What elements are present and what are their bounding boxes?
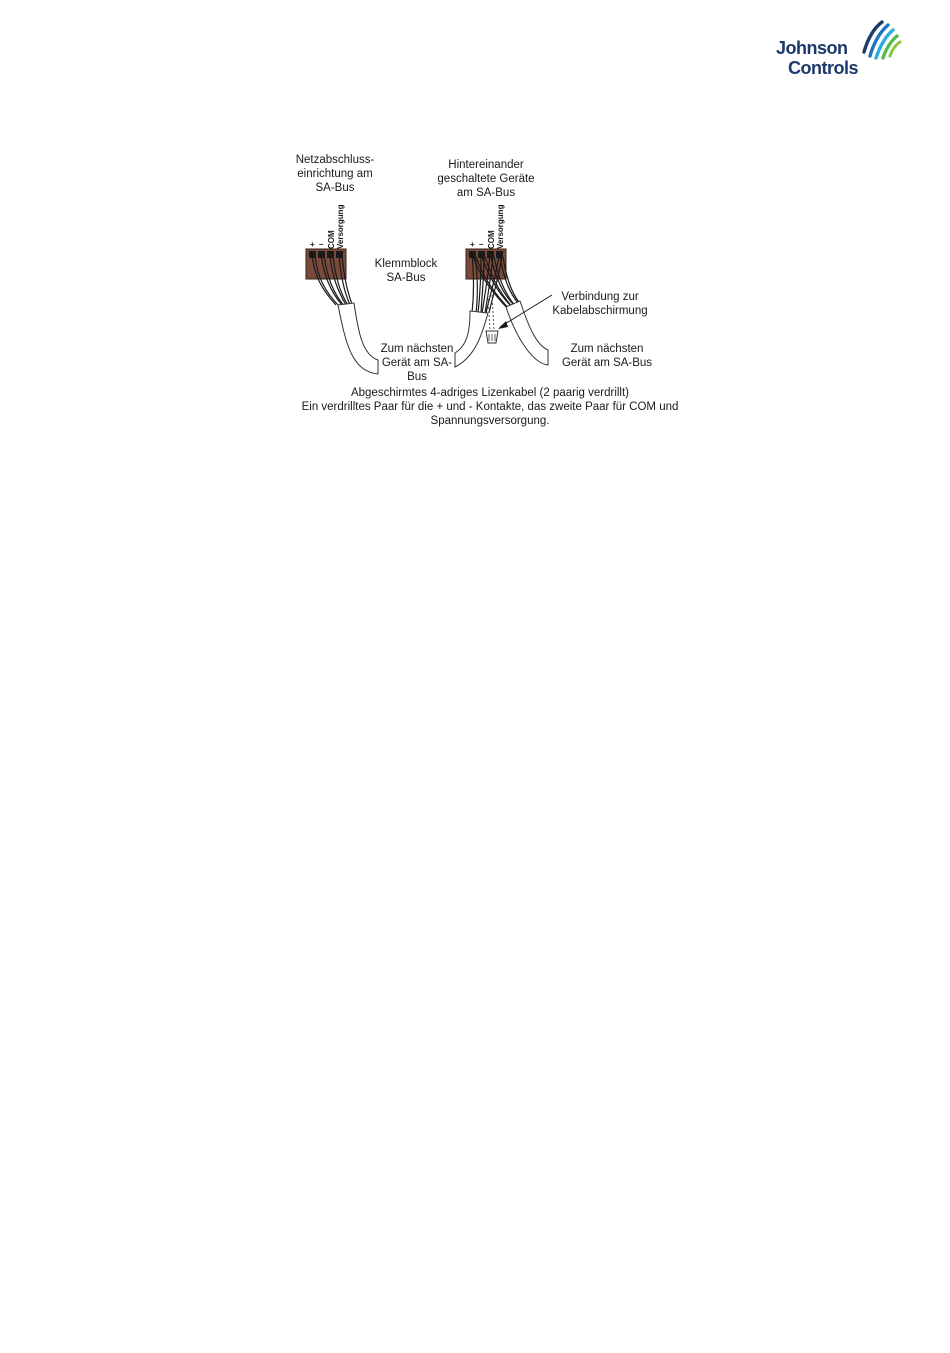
label-daisy-chain-devices: Hintereinander geschaltete Geräte am SA-Bus — [437, 159, 535, 199]
label-next-device-left: Zum nächsten Gerät am SA- Bus — [380, 343, 454, 383]
left-cable — [338, 303, 378, 374]
left-terminal-com: COM — [327, 230, 336, 249]
label-shield-connection: Verbindung zur Kabelabschirmung — [552, 291, 648, 317]
right-terminal-supply: Versorgung — [496, 204, 505, 249]
left-terminal-supply: Versorgung — [336, 204, 345, 249]
diagram-caption: Abgeschirmtes 4-adriges Lizenkabel (2 paarig verdrillt) Ein verdrilltes Paar für die + und - Kontakte, das zweite Paar für COM und Spannungsversorgung. — [301, 387, 679, 427]
label-termination-device: Netzabschluss- einrichtung am SA-Bus — [295, 154, 375, 194]
label-terminal-block: Klemmblock SA-Bus — [374, 258, 438, 284]
logo-mark-icon — [858, 18, 902, 62]
label-next-device-right: Zum nächsten Gerät am SA-Bus — [561, 343, 653, 369]
logo-text-line1: Johnson — [776, 38, 848, 58]
logo-text-line2: Controls — [788, 58, 858, 78]
sa-bus-wiring-diagram — [270, 145, 710, 440]
johnson-controls-logo — [772, 18, 904, 80]
left-terminal-plus: + — [310, 240, 315, 249]
shield-leader-arrowhead — [498, 321, 508, 329]
right-terminal-minus: – — [479, 240, 484, 249]
right-terminal-plus: + — [470, 240, 475, 249]
right-terminal-com: COM — [487, 230, 496, 249]
left-terminal-minus: – — [319, 240, 324, 249]
